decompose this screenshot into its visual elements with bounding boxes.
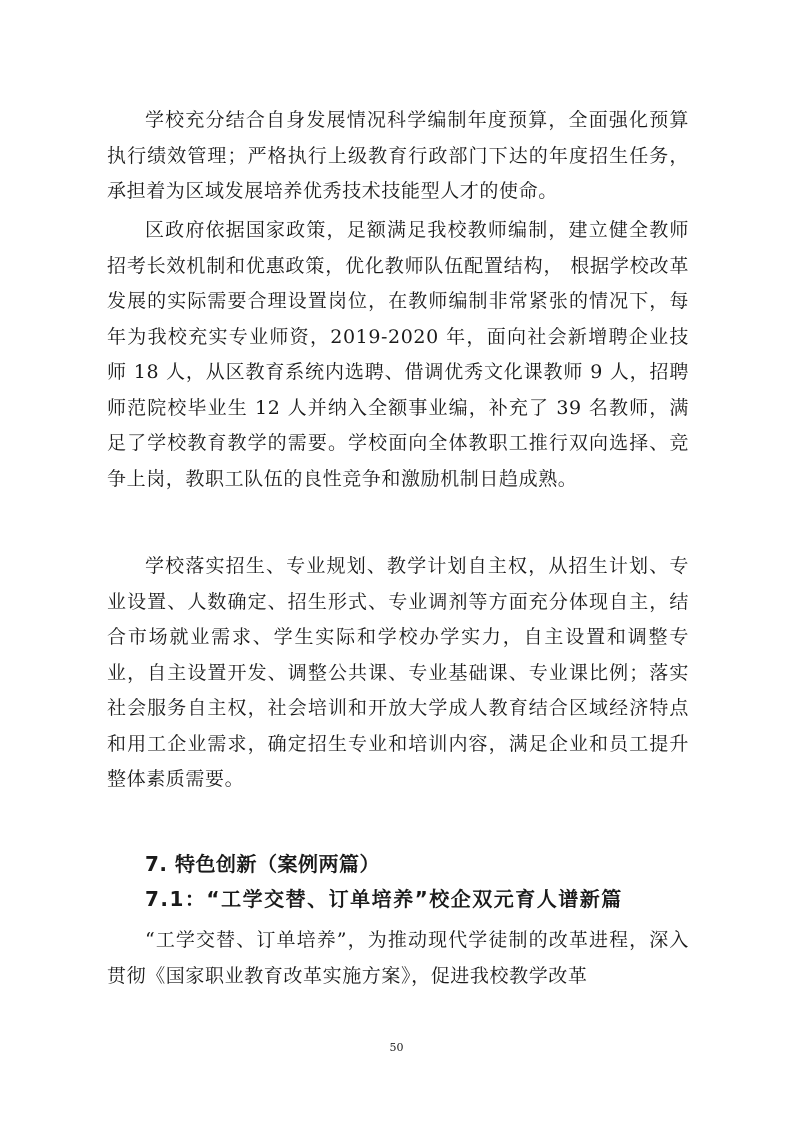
subsection-heading: 7.1：“工学交替、订单培养”校企双元育人谱新篇 bbox=[145, 887, 623, 911]
section-heading: 7. 特色创新（案例两篇） bbox=[145, 852, 380, 876]
paragraph-budget-enrollment: 学校充分结合自身发展情况科学编制年度预算，全面强化预算执行绩效管理；严格执行上级教育行政部门下达的年度招生任务，承担着为区域发展培养优秀技术技能型人才的使命。 bbox=[107, 109, 689, 202]
paragraph-autonomy: 学校落实招生、专业规划、教学计划自主权，从招生计划、专业设置、人数确定、招生形式、专业调剂等方面充分体现自主，结合市场就业需求、学生实际和学校办学实力，自主设置和调整专业，自主设置开发、调整公共课、专业基础课、专业课比例；落实社会服务自主权，社会培训和开放大学成人教育结合区域经济特点和用工企业需求，确定招生专业和培训内容，满足企业和员工提升整体素质需要。 bbox=[107, 555, 689, 790]
page-number: 50 bbox=[389, 1041, 404, 1054]
paragraph-work-study: “工学交替、订单培养”，为推动现代学徒制的改革进程，深入贯彻《国家职业教育改革实施方案》，促进我校教学改革 bbox=[107, 929, 689, 987]
paragraph-teacher-staffing: 区政府依据国家政策，足额满足我校教师编制，建立健全教师招考长效机制和优惠政策，优化教师队伍配置结构， 根据学校改革发展的实际需要合理设置岗位，在教师编制非常紧张的情况下，每年为我校充实专业师资，2019-2020 年，面向社会新增聘企业技师 18 人，从区教育系统内选聘、借调优秀文化课教师 9 人，招聘师范院校毕业生 12 人并纳入全额事业编，补充了 39 名教师，满足了学校教育教学的需要。学校面向全体教职工推行双向选择、竞争上岗，教职工队伍的良性竞争和激励机制日趋成熟。 bbox=[107, 219, 689, 490]
